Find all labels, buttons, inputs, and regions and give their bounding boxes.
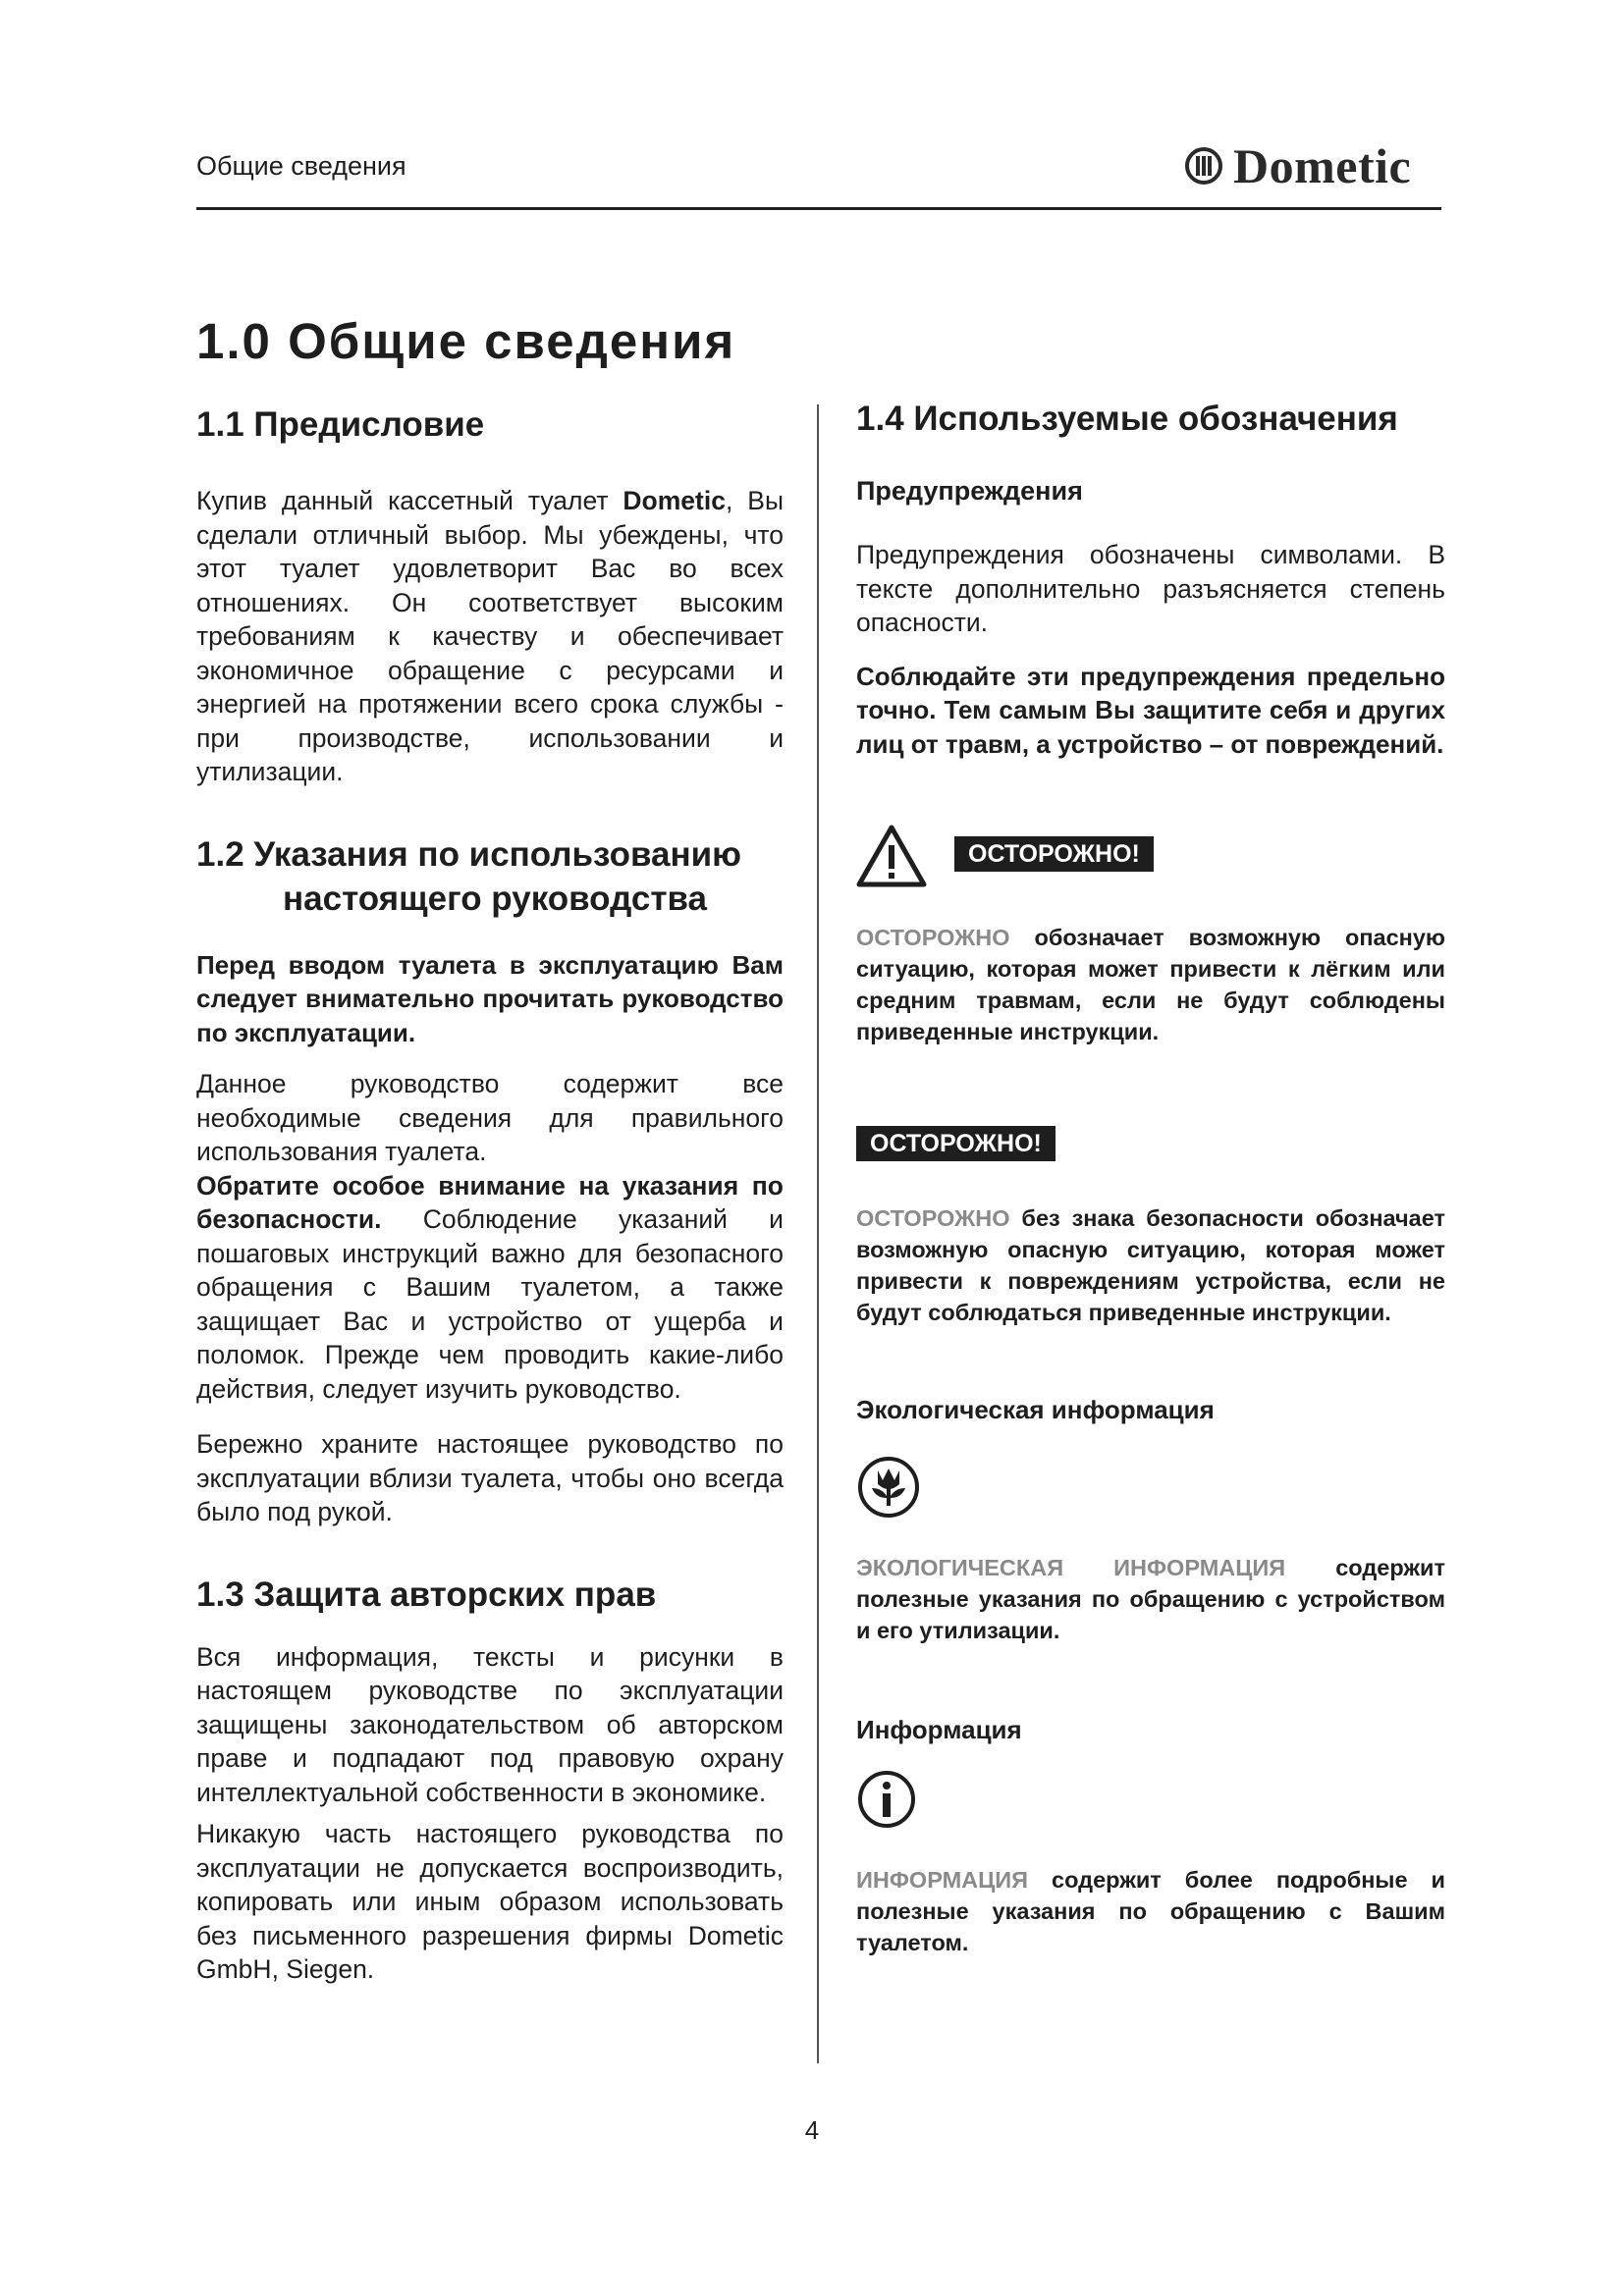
section-1-2-heading-line1: 1.2 Указания по использованию <box>196 834 742 874</box>
caution-header <box>856 824 1445 888</box>
section-1-1-paragraph <box>196 484 784 789</box>
eco-description <box>856 1552 1445 1646</box>
header-divider <box>196 207 1441 210</box>
preface-brand: Dometic <box>623 486 726 515</box>
section-1-2-bold-intro: Перед вводом туалета в эксплуатацию Вам следует внимательно прочитать руководство по эксплуатации. <box>196 949 784 1047</box>
section-1-3-paragraph-2: Никакую часть настоящего руководства по эксплуатации не допускается воспроизводить, копировать или иным образом использовать без письменного разрешения фирмы Dometic GmbH, Siegen. <box>196 1819 784 1984</box>
caution-1-text: обозначает возможную опасную ситуацию, которая может привести к лёгким или средним травмам, если не будут соблюдены приведенные инструкции. <box>856 925 1445 1044</box>
safety-emphasis: Обратите особое внимание на указания по безопасности. <box>196 1170 784 1234</box>
section-1-3-heading: 1.3 Защита авторских прав <box>196 1575 657 1614</box>
section-1-3-paragraph-1: Вся информация, тексты и рисунки в настоящем руководстве по эксплуатации защищены законодательством об авторском праве и подпадают под правовую охрану интеллектуальной собственности в экономике. <box>196 1641 784 1807</box>
info-circle-icon <box>856 1769 917 1830</box>
eco-text: содержит полезные указания по обращению с устройством и его утилизации. <box>856 1555 1446 1643</box>
right-column <box>856 397 1445 1958</box>
info-description <box>856 1864 1445 1958</box>
warning-triangle-icon <box>856 824 927 888</box>
page-title: 1.0 Общие сведения <box>196 313 736 369</box>
section-1-2-heading-line2: настоящего руководства <box>283 879 707 918</box>
preface-text-a: Купив данный кассетный туалет <box>196 486 623 515</box>
warnings-paragraph-2: Соблюдайте эти предупреждения предельно точно. Тем самым Вы защитите себя и других лиц от травм, а устройство – от повреждений. <box>856 661 1445 759</box>
section-1-2-paragraph-1: Данное руководство содержит все необходимые сведения для правильного использования туалета. <box>196 1069 784 1166</box>
caution-2-text: без знака безопасности обозначает возможную опасную ситуацию, которая может привести к повреждениям устройства, если не будут соблюдаться приведенные инструкции. <box>856 1205 1445 1325</box>
info-keyword: ИНФОРМАЦИЯ <box>856 1867 1029 1893</box>
safety-text: Соблюдение указаний и пошаговых инструкций важно для безопасного обращения с Вашим туалетом, а также защищает Вас и устройство от ущерба и поломок. Прежде чем проводить какие-либо действия, следует изучить руководство. <box>196 1204 784 1404</box>
eco-flower-icon <box>856 1455 921 1520</box>
caution-badge: ОСТОРОЖНО! <box>954 836 1154 872</box>
left-column <box>196 402 784 1987</box>
caution-2-badge: ОСТОРОЖНО! <box>856 1126 1056 1161</box>
section-1-2-heading <box>196 832 784 921</box>
section-1-2-paragraph-3: Бережно храните настоящее руководство по эксплуатации вблизи туалета, чтобы оно всегда было под рукой. <box>196 1429 784 1526</box>
info-text: содержит более подробные и полезные указания по обращению с Вашим туалетом. <box>856 1867 1445 1955</box>
eco-keyword: ЭКОЛОГИЧЕСКАЯ ИНФОРМАЦИЯ <box>856 1555 1286 1580</box>
brand-name: Dometic <box>1233 138 1412 193</box>
eco-subtitle: Экологическая информация <box>856 1395 1215 1424</box>
caution-1-keyword: ОСТОРОЖНО <box>856 925 1010 950</box>
caution-2-keyword: ОСТОРОЖНО <box>856 1205 1010 1231</box>
info-icon-row <box>856 1769 1445 1835</box>
eco-icon-row <box>856 1455 1445 1524</box>
caution-2-description <box>856 1202 1445 1328</box>
header-section-title: Общие сведения <box>196 151 406 181</box>
section-1-2-paragraph-2 <box>196 1169 784 1407</box>
warnings-paragraph-1: Предупреждения обозначены символами. В тексте дополнительно разъясняется степень опасности. <box>856 540 1445 637</box>
caution-2-header <box>856 1126 1445 1161</box>
warnings-subtitle: Предупреждения <box>856 476 1083 506</box>
info-subtitle: Информация <box>856 1715 1022 1744</box>
preface-text-b: , Вы сделали отличный выбор. Мы убеждены, что этот туалет удовлетворит Вас во всех отношениях. Он соответствует высоким требованиям к качеству и обеспечивает экономичное обращение с ресурсами и энергией на протяжении всего срока службы - при производстве, использовании и утилизации. <box>196 486 784 786</box>
column-divider <box>817 404 819 2063</box>
dometic-logo-icon <box>1184 146 1223 186</box>
caution-1-description <box>856 922 1445 1047</box>
section-1-1-heading: 1.1 Предисловие <box>196 405 485 444</box>
brand-logo <box>1184 137 1411 194</box>
page-number: 4 <box>804 2115 820 2145</box>
section-1-4-heading: 1.4 Используемые обозначения <box>856 400 1398 438</box>
